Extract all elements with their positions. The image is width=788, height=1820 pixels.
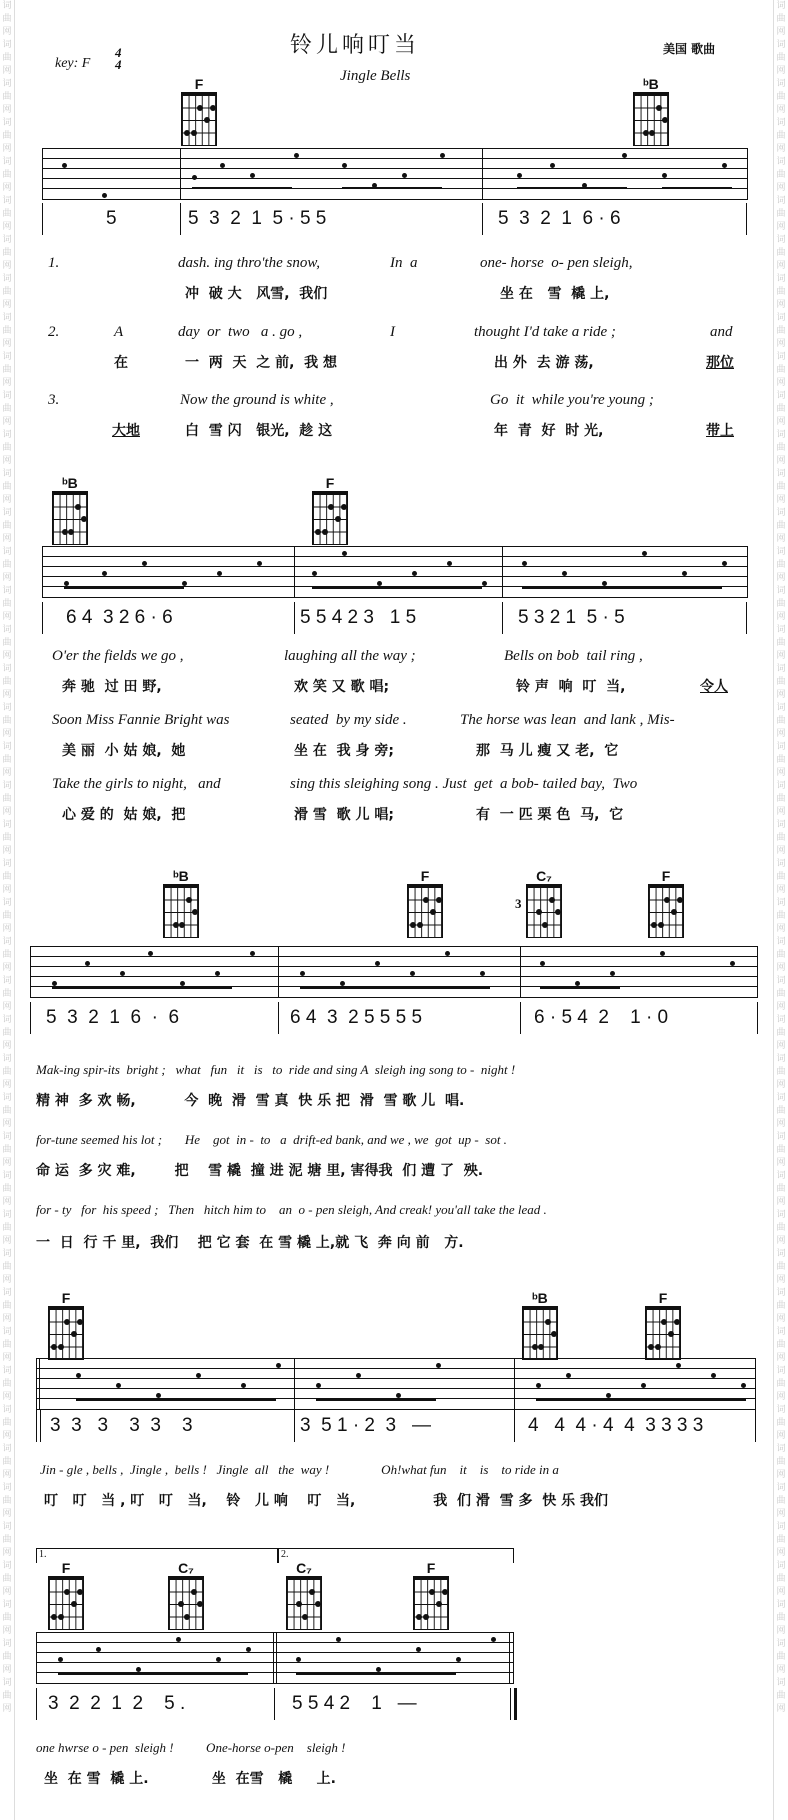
notation-measure: 3 2 2 1 2 5 .: [48, 1693, 186, 1714]
chord-name: F: [61, 1560, 71, 1576]
notation-measure: 5 3 2 1 5 · 5: [518, 607, 625, 628]
chord-diagram-f: [645, 1290, 681, 1360]
key-signature: key: F: [55, 56, 91, 71]
notation-measure: 6 4 3 2 5 5 5 5: [290, 1007, 423, 1028]
second-ending-bracket: 2.: [278, 1548, 514, 1563]
notation-measure: 5 3 2 1 6 · 6: [498, 208, 621, 229]
lyric-line-zh: 在: [114, 355, 128, 371]
lyric-line-zh: 年 青 好 时 光,: [494, 423, 604, 439]
fretboard-grid: [48, 1576, 84, 1630]
lyric-line: I: [390, 324, 395, 340]
notation-measure: 5 5 4 2 1 —: [292, 1693, 417, 1714]
barline: [278, 1002, 279, 1034]
barline: [180, 203, 181, 235]
lyric-line-zh: 坐 在 雪 橇 上. 坐 在雪 橇 上.: [44, 1771, 336, 1787]
lyric-line-zh: 大地: [112, 423, 140, 439]
verse-number: 3.: [48, 392, 60, 408]
notation-measure: 6 · 5 4 2 1 · 0: [534, 1007, 669, 1028]
lyric-line-zh: 冲 破 大 风雪, 我们: [185, 286, 328, 302]
barline: [36, 1688, 37, 1720]
lyric-line-zh: 心 爱 的 姑 娘, 把: [62, 807, 186, 823]
guitar-tab-staff: [36, 1358, 756, 1410]
lyric-line-zh: 令人: [700, 679, 728, 695]
fretboard-grid: [645, 1306, 681, 1360]
lyric-line-zh: 坐 在 我 身 旁;: [294, 743, 394, 759]
notation-measure: 5 3 2 1 6 · 6: [46, 1007, 180, 1028]
chord-name: F: [61, 1290, 71, 1306]
barline: [755, 1410, 756, 1442]
final-barline: [514, 1688, 517, 1720]
lyric-line: Soon Miss Fannie Bright was: [52, 712, 230, 728]
lyric-line: one- horse o- pen sleigh,: [480, 255, 633, 271]
chord-name: ᵇB: [62, 475, 78, 491]
chord-diagram-bb: [633, 76, 669, 146]
chord-name: F: [325, 475, 335, 491]
lyric-line: laughing all the way ;: [284, 648, 416, 664]
chord-diagram-bb: [52, 475, 88, 545]
fretboard-grid: [181, 92, 217, 146]
chord-diagram-f: [407, 868, 443, 938]
barline: [746, 602, 747, 634]
chord-name: ᵇB: [643, 76, 659, 92]
chord-diagram-f: [312, 475, 348, 545]
notation-measure: 6 4 3 2 6 · 6: [66, 607, 173, 628]
lyric-line: for-tune seemed his lot ; He got in - to a drift-ed bank, and we , we got up - sot .: [36, 1132, 507, 1147]
chord-diagram-f: [181, 76, 217, 146]
lyric-line: O'er the fields we go ,: [52, 648, 184, 664]
barline: [514, 1410, 515, 1442]
notation-measure: 3 5 1 · 2 3 —: [300, 1415, 431, 1436]
lyric-line-zh: 欢 笑 又 歌 唱;: [294, 679, 390, 695]
lyric-line-zh: 有 一 匹 栗 色 马, 它: [476, 807, 624, 823]
barline: [746, 203, 747, 235]
chord-diagram-f: [48, 1290, 84, 1360]
lyric-line: Jin - gle , bells , Jingle , bells ! Jingle all the way ! Oh!what fun it is to ride in a: [40, 1462, 559, 1477]
composer-credit: 美国 歌曲: [663, 42, 716, 56]
lyric-line-zh: 带上: [706, 423, 734, 439]
guitar-tab-staff: [42, 546, 748, 598]
guitar-tab-staff: [30, 946, 758, 998]
lyric-line-zh: 叮 叮 当 , 叮 叮 当, 铃 儿 响 叮 当, 我 们 滑 雪 多 快 乐 我们: [44, 1493, 609, 1509]
barline: [30, 1002, 31, 1034]
chord-diagram-bb: [522, 1290, 558, 1360]
barline: [757, 1002, 758, 1034]
lyric-line: seated by my side .: [290, 712, 407, 728]
lyric-line-zh: 奔 驰 过 田 野,: [62, 679, 162, 695]
fretboard-grid: [52, 491, 88, 545]
fretboard-grid: [522, 1306, 558, 1360]
barline: [502, 602, 503, 634]
barline: [40, 1410, 41, 1442]
lyric-line: for - ty for his speed ; Then hitch him to an o - pen sleigh, And creak! you'all take the lead .: [36, 1202, 547, 1217]
lyric-line: Take the girls to night, and: [52, 776, 221, 792]
lyric-line: sing this sleighing song . Just get a bob- tailed bay, Two: [290, 776, 638, 792]
barline: [482, 203, 483, 235]
lyric-line-zh: 命 运 多 灾 难, 把 雪 橇 撞 进 泥 塘 里, 害得我 们 遭 了 殃.: [36, 1163, 484, 1179]
fretboard-grid: [163, 884, 199, 938]
fretboard-grid: [286, 1576, 322, 1630]
chord-diagram-c7: [168, 1560, 204, 1630]
chord-name: F: [426, 1560, 436, 1576]
lyric-line-zh: 铃 声 响 叮 当,: [516, 679, 626, 695]
chord-name: F: [420, 868, 430, 884]
lyric-line: thought I'd take a ride ;: [474, 324, 616, 340]
lyric-line-zh: 坐 在 雪 橇 上,: [500, 286, 610, 302]
chord-name: F: [194, 76, 204, 92]
lyric-line-zh: 白 雪 闪 银光, 趁 这: [185, 423, 333, 439]
chord-diagram-f: [48, 1560, 84, 1630]
barline: [42, 602, 43, 634]
lyric-line: In a: [390, 255, 418, 271]
lyric-line-zh: 美 丽 小 姑 娘, 她: [62, 743, 186, 759]
guitar-tab-staff: [36, 1632, 514, 1684]
triplet-marker: 3: [515, 896, 522, 911]
lyric-line-zh: 出 外 去 游 荡,: [494, 355, 594, 371]
lyric-line-zh: 精 神 多 欢 畅, 今 晚 滑 雪 真 快 乐 把 滑 雪 歌 儿 唱.: [36, 1093, 465, 1109]
fretboard-grid: [407, 884, 443, 938]
chord-name: C₇: [536, 868, 552, 884]
barline: [294, 602, 295, 634]
lyric-line-zh: 那位: [706, 355, 734, 371]
lyric-line: A: [114, 324, 124, 340]
song-subtitle: Jingle Bells: [340, 68, 411, 84]
lyric-line-zh: 那 马 儿 瘦 又 老, 它: [476, 743, 619, 759]
chord-name: F: [661, 868, 671, 884]
notation-measure: 5 3 2 1 5 · 5 5: [188, 208, 327, 229]
final-barline: [510, 1688, 511, 1720]
lyric-line: Mak-ing spir-its bright ; what fun it is to ride and sing A sleigh ing song to - night !: [36, 1062, 516, 1077]
barline: [294, 1410, 295, 1442]
lyric-line: one hwrse o - pen sleigh ! One-horse o-pen sleigh !: [36, 1740, 346, 1755]
time-signature: 4 4: [115, 45, 122, 72]
verse-number: 2.: [48, 324, 60, 340]
fretboard-grid: [526, 884, 562, 938]
chord-name: C₇: [178, 1560, 194, 1576]
fretboard-grid: [633, 92, 669, 146]
chord-diagram-f: [413, 1560, 449, 1630]
lyric-line: Go it while you're young ;: [490, 392, 654, 408]
barline: [274, 1688, 275, 1720]
chord-diagram-bb: [163, 868, 199, 938]
chord-diagram-c7: [526, 868, 562, 938]
notation-measure: 3 3 3 3 3 3: [50, 1415, 193, 1436]
chord-diagram-c7: [286, 1560, 322, 1630]
lyric-line-zh: 滑 雪 歌 儿 唱;: [294, 807, 394, 823]
chord-name: F: [658, 1290, 668, 1306]
lyric-line-zh: 一 两 天 之 前, 我 想: [185, 355, 338, 371]
fretboard-grid: [648, 884, 684, 938]
lyric-line: The horse was lean and lank , Mis-: [460, 712, 675, 728]
left-watermark-strip: 词曲网词曲网词曲网词曲网词曲网词曲网词曲网词曲网词曲网词曲网词曲网词曲网词曲网词曲网词曲网词曲网词曲网词曲网词曲网词曲网词曲网词曲网词曲网词曲网词曲网词曲网词曲网词曲网词曲网词曲网词曲网词曲网词曲网词曲网词曲网词曲网词曲网词曲网词曲网词曲网词曲网词曲网词曲网词曲网: [0, 0, 15, 1820]
chord-name: ᵇB: [532, 1290, 548, 1306]
lyric-line: and: [710, 324, 733, 340]
barline: [36, 1410, 37, 1442]
lyric-line: Now the ground is white ,: [180, 392, 334, 408]
notation-measure: 5 5 4 2 3 1 5: [300, 607, 417, 628]
first-ending-bracket: 1.: [36, 1548, 278, 1563]
lyric-line-zh: 一 日 行 千 里, 我们 把 它 套 在 雪 橇 上,就 飞 奔 向 前 方.: [36, 1235, 464, 1251]
lyric-line: dash. ing thro'the snow,: [178, 255, 320, 271]
chord-name: ᵇB: [173, 868, 189, 884]
fretboard-grid: [48, 1306, 84, 1360]
fretboard-grid: [168, 1576, 204, 1630]
barline: [520, 1002, 521, 1034]
chord-name: C₇: [296, 1560, 312, 1576]
lyric-line: day or two a . go ,: [178, 324, 303, 340]
verse-number: 1.: [48, 255, 60, 271]
notation-measure: 5: [106, 208, 117, 229]
fretboard-grid: [312, 491, 348, 545]
guitar-tab-staff: [42, 148, 748, 200]
barline: [42, 203, 43, 235]
fretboard-grid: [413, 1576, 449, 1630]
song-title: 铃儿响叮当: [290, 33, 421, 58]
lyric-line: Bells on bob tail ring ,: [504, 648, 643, 664]
chord-diagram-f: [648, 868, 684, 938]
notation-measure: 4 4 4 · 4 4 3 3 3 3: [528, 1415, 704, 1436]
right-watermark-strip: 词曲网词曲网词曲网词曲网词曲网词曲网词曲网词曲网词曲网词曲网词曲网词曲网词曲网词曲网词曲网词曲网词曲网词曲网词曲网词曲网词曲网词曲网词曲网词曲网词曲网词曲网词曲网词曲网词曲网词曲网词曲网词曲网词曲网词曲网词曲网词曲网词曲网词曲网词曲网词曲网词曲网词曲网词曲网词曲网: [773, 0, 788, 1820]
